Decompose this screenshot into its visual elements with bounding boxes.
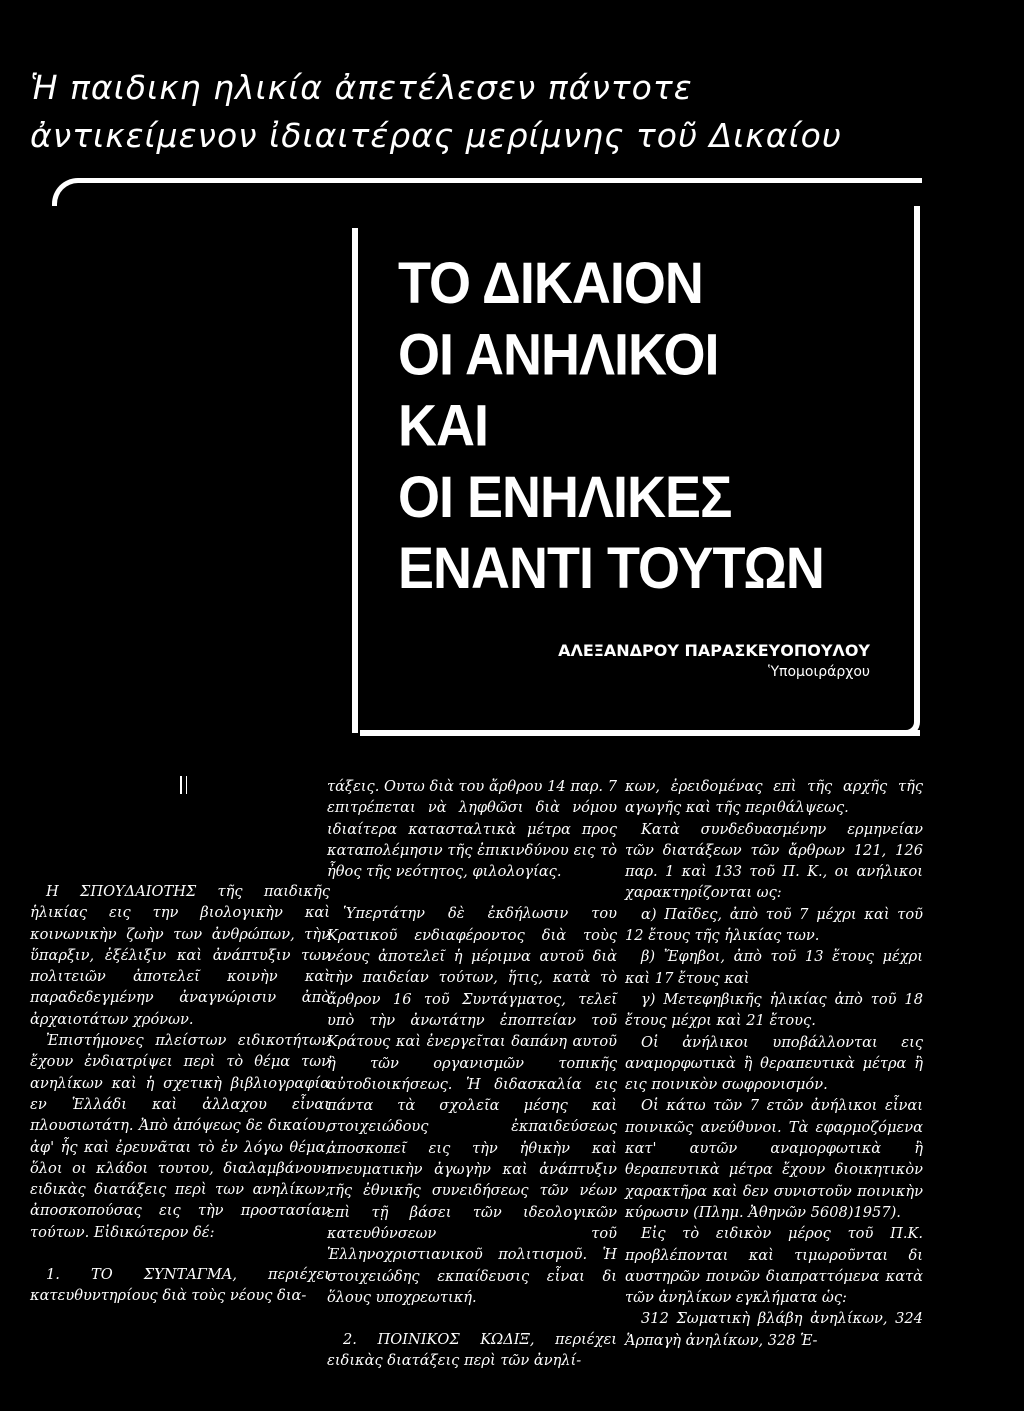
paragraph: Κατὰ συνδεδυασμένην ερμηνείαν τῶν διατάξεων τῶν ἄρθρων 121, 126 παρ. 1 καὶ 133 τοῦ Π. Κ., οι ανήλικοι χαρακτηρίζονται ως: bbox=[625, 820, 923, 902]
list-item-c: γ) Μετεφηβικῆς ἡλικίας ἀπὸ τοῦ 18 ἔτους μέχρι καὶ 21 ἔτους. bbox=[625, 990, 923, 1030]
list-item-a: α) Παῖδες, ἀπὸ τοῦ 7 μέχρι καὶ τοῦ 12 ἔτους τῆς ἡλικίας των. bbox=[625, 905, 923, 945]
title-line-2: ΟΙ ΑΝΗΛΙΚΟΙ bbox=[398, 322, 719, 388]
kicker-line-1: Ἡ παιδικη ηλικία ἀπετέλεσεν πάντοτε bbox=[30, 68, 693, 107]
paragraph: Ἐπιστήμονες πλείστων ειδικοτήτων ἔχουν ἐνδιατρίψει περὶ τὸ θέμα των ανηλίκων καὶ ἡ σχετικὴ βιβλιογραφία εν Ἑλλάδι καὶ ἀλλαχου εἶναι πλουσιωτάτη. Ἀπὸ ἀπόψεως δε δικαίου, ἀφ' ἧς καὶ ἐρευνᾶται τὸ ἐν λόγω θέμα, ὅλοι οι κλάδοι τουτου, διαλαμβάνουν ειδικὰς διατάξεις περὶ των ανηλίκων, ἀποσκοπούσας εις τὴν προστασίαν τούτων. Εἰδικώτερον δέ: bbox=[30, 1032, 330, 1241]
byline bbox=[530, 640, 870, 682]
article-title bbox=[398, 248, 898, 604]
paragraph: Οἱ ἀνήλικοι υποβάλλονται εις αναμορφωτικὰ ἢ θεραπευτικὰ μέτρα ἢ εις ποινικὸν σωφρονισμόν. bbox=[625, 1033, 923, 1094]
paragraph: Εἰς τὸ ειδικὸν μέρος τοῦ Π.Κ. προβλέπονται καὶ τιμωροῦνται δι αυστηρῶν ποινῶν διαπραττόμενα κατὰ τῶν ἀνηλίκων εγκλήματα ὡς: bbox=[625, 1225, 923, 1307]
kicker-line-2: ἀντικείμενον ἰδιαιτέρας μερίμνης τοῦ Δικαίου bbox=[30, 116, 842, 155]
kicker-headline bbox=[30, 64, 1010, 160]
paragraph: τάξεις. Ουτω διὰ του ἄρθρου 14 παρ. 7 επιτρέπεται νὰ ληφθῶσι διὰ νόμου ιδιαίτερα κατασταλτικὰ μέτρα προς καταπολέμησιν τῆς ἐπικινδύνου εις τὸ ἦθος τῆς νεότητος, φιλολογίας. bbox=[327, 778, 617, 881]
article-column-1 bbox=[30, 881, 330, 1307]
frame-rule-left bbox=[352, 228, 362, 733]
paragraph: Ὑπερτάτην δὲ ἐκδήλωσιν του Κρατικοῦ ενδιαφέροντος διὰ τοὺς νέους ἀποτελεῖ ἡ μέριμνα αυτοῦ διὰ τὴν παιδείαν τούτων, ἥτις, κατὰ τὸ ἄρθρον 16 τοῦ Συντάγματος, τελεῖ υπὸ τὴν ἀνωτάτην ἐποπτείαν τοῦ Κράτους καὶ ἐνεργεῖται δαπάνη αυτοῦ ἢ τῶν οργανισμῶν τοπικῆς αὐτοδιοικήσεως. Ἡ διδασκαλία εις πάντα τὰ σχολεῖα μέσης καὶ στοιχειώδους ἐκπαιδεύσεως ἀποσκοπεῖ εις τὴν ἠθικὴν καὶ πνευματικὴν ἀγωγὴν καὶ ἀνάπτυξιν τῆς ἐθνικῆς συνειδήσεως τῶν νέων επὶ τῇ βάσει τῶν ιδεολογικῶν κατευθύνσεων τοῦ Ἑλληνοχριστιανικοῦ πολιτισμοῦ. Ἡ στοιχειώδης εκπαίδευσις εἶναι δι ὅλους υποχρεωτική. bbox=[327, 905, 617, 1306]
paragraph: 312 Σωματικὴ βλάβη ἀνηλίκων, 324 Ἁρπαγὴ ἀνηλίκων, 328 Ἑ- bbox=[625, 1310, 923, 1349]
title-line-4: ΟΙ ΕΝΗΛΙΚΕΣ bbox=[398, 465, 732, 530]
list-item-b: β) Ἔφηβοι, ἀπὸ τοῦ 13 ἔτους μέχρι καὶ 17 ἔτους καὶ bbox=[625, 948, 923, 987]
article-column-2 bbox=[327, 776, 617, 1372]
list-item-constitution: 1. ΤΟ ΣΥΝΤΑΓΜΑ, περιέχει κατευθυντηρίους διὰ τοὺς νέους δια- bbox=[30, 1266, 330, 1305]
frame-rule-bottom bbox=[360, 716, 920, 736]
frame-rule-right bbox=[904, 206, 920, 736]
author-rank: Ὑπομοιράρχου bbox=[768, 664, 870, 680]
paragraph: Οἱ κάτω τῶν 7 ετῶν ἀνήλικοι εἶναι ποινικῶς ανεύθυνοι. Τὰ εφαρμοζόμενα κατ' αυτῶν αναμορφωτικὰ ἢ θεραπευτικὰ μέτρα ἔχουν διοικητικὸν χαρακτῆρα καὶ δεν συνιστοῦν ποινικὴν κύρωσιν (Πλημ. Ἀθηνῶν 5608)1957). bbox=[625, 1097, 923, 1221]
title-line-5: ΕΝΑΝΤΙ ΤΟΥΤΩΝ bbox=[398, 536, 824, 602]
article-column-3 bbox=[625, 776, 923, 1351]
title-line-1: ΤΟ ΔΙΚΑΙΟΝ bbox=[398, 251, 703, 317]
frame-rule-top bbox=[52, 178, 922, 206]
decorative-mark bbox=[180, 776, 187, 794]
title-line-3: ΚΑΙ bbox=[398, 393, 488, 459]
list-item-penal-code: 2. ΠΟΙΝΙΚΟΣ ΚΩΔΙΞ, περιέχει ειδικὰς διατάξεις περὶ τῶν ἀνηλί- bbox=[327, 1331, 617, 1370]
author-name: ΑΛΕΞΑΝΔΡΟΥ ΠΑΡΑΣΚΕΥΟΠΟΥΛΟΥ bbox=[558, 641, 870, 660]
intro-paragraph: Η ΣΠΟΥΔΑΙΟΤΗΣ τῆς παιδικῆς ἡλικίας εις την βιολογικὴν καὶ κοινωνικὴν ζωὴν των ἀνθρώπων, τὴν ὕπαρξιν, ἐξέλιξιν καὶ ἀνάπτυξιν των πολιτειῶν ἀποτελεῖ κοινὴν καὶ παραδεδεγμένην ἀναγνώρισιν ἀπὸ ἀρχαιοτάτων χρόνων. bbox=[30, 883, 330, 1028]
paragraph: κων, ἐρειδομένας επὶ τῆς αρχῆς τῆς αγωγῆς καὶ τῆς περιθάλψεως. bbox=[625, 778, 923, 817]
